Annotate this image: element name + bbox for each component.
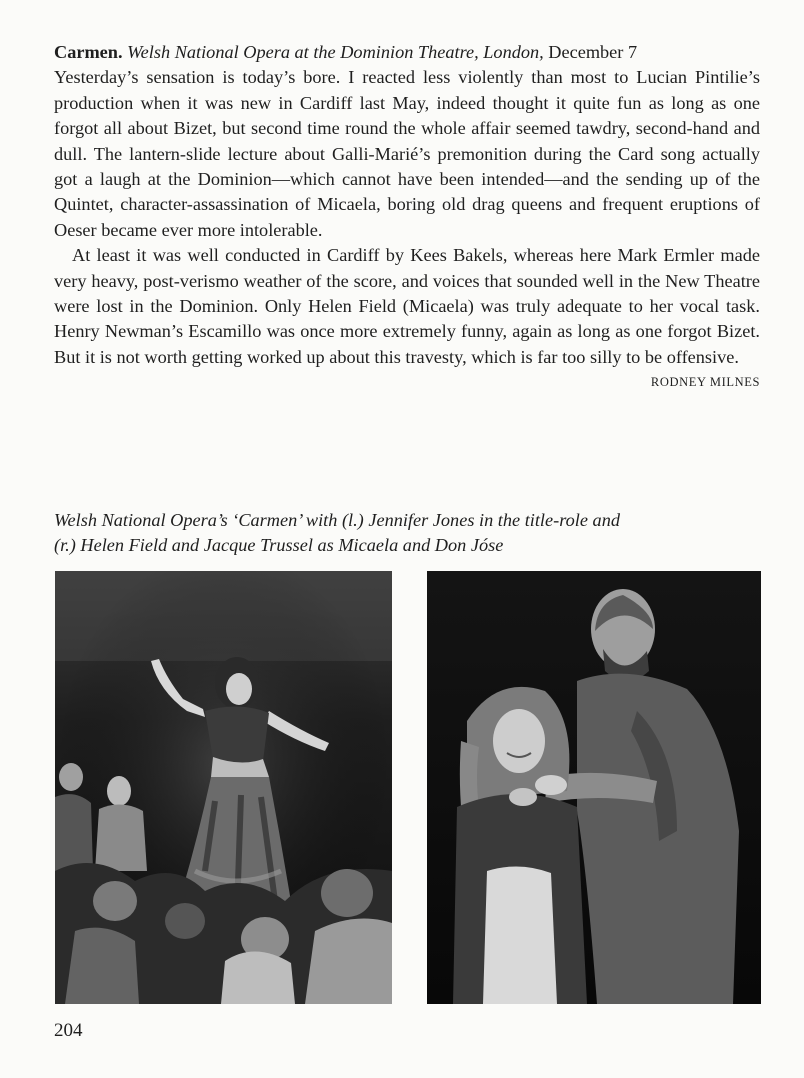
- photo-caption-line-2: (r.) Helen Field and Jacque Trussel as Micaela and Don Jóse: [54, 535, 504, 556]
- review-paragraph-1: [54, 40, 760, 243]
- review-byline: RODNEY MILNES: [650, 375, 760, 390]
- page-number: 204: [54, 1020, 83, 1041]
- photo-carmen-image: [55, 571, 392, 1004]
- review-article: [54, 40, 760, 392]
- photo-caption: [54, 508, 774, 559]
- photo-carmen-title-role: [55, 571, 392, 1004]
- photo-micaela-and-don-jose: [427, 571, 761, 1004]
- review-title: Carmen.: [54, 42, 123, 62]
- review-paragraph-2: At least it was well conducted in Cardiff by Kees Bakels, whereas here Mark Ermler made very heavy, post-verismo weather of the score, and voices that sounded well in the New Theatre were lost in the Dominion. Only Helen Field (Micaela) was truly adequate to her vocal task. Henry Newman’s Escamillo was once more extremely funny, again as long as one forgot Bizet. But it is not worth getting worked up about this travesty, which is far too silly to be offensive.: [54, 245, 760, 367]
- review-venue: Welsh National Opera at the Dominion Theatre, London,: [127, 42, 544, 62]
- photo-micaela-don-jose-image: [427, 571, 761, 1004]
- photo-caption-line-1: Welsh National Opera’s ‘Carmen’ with (l.) Jennifer Jones in the title-role and: [54, 510, 620, 530]
- review-date: December 7: [548, 42, 638, 62]
- review-paragraph-1-text: Yesterday’s sensation is today’s bore. I reacted less violently than most to Lucian Pintilie’s production when it was new in Cardiff last May, indeed thought it quite fun as long as one forgot all about Bizet, but second time round the whole affair seemed tawdry, second-hand and dull. The lantern-slide lecture about Galli-Marié’s premonition during the Card song actually got a laugh at the Dominion—which cannot have been intended—and the sending up of the Quintet, character-assassination of Micaela, boring old drag queens and frequent eruptions of Oeser became ever more intolerable.: [54, 67, 760, 240]
